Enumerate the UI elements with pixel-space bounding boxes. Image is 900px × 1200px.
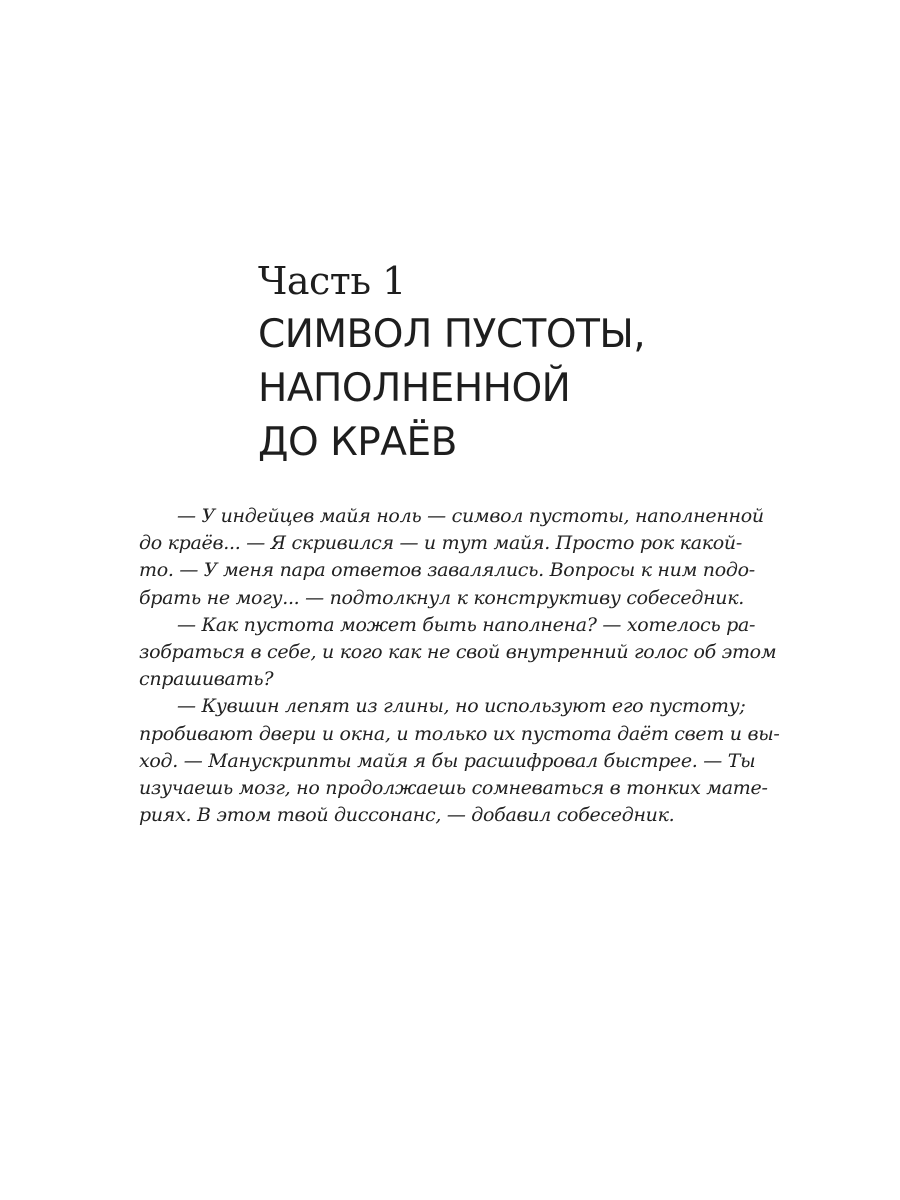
text-line: пробивают двери и окна, и только их пустота даёт свет и вы- (139, 722, 780, 745)
text-line: зобраться в себе, и кого как не свой внутренний голос об этом (139, 641, 777, 664)
text-line: спрашивать? (139, 668, 274, 691)
chapter-title-line-2: НАПОЛНЕННОЙ (258, 366, 571, 411)
text-line: брать не могу... — подтолкнул к конструктиву собеседник. (139, 586, 745, 609)
chapter-title-line-1: СИМВОЛ ПУСТОТЫ, (258, 312, 646, 357)
text-line: — У индейцев майя ноль — символ пустоты, наполненной (177, 505, 764, 527)
text-line: то. — У меня пара ответов завалялись. Вопросы к ним подо- (139, 559, 755, 582)
text-line: — Как пустота может быть наполнена? — хотелось ра- (177, 613, 756, 636)
chapter-heading (258, 254, 818, 470)
text-line: ход. — Манускрипты майя я бы расшифровал быстрее. — Ты (139, 749, 756, 772)
text-line: изучаешь мозг, но продолжаешь сомневаться в тонких мате- (139, 777, 768, 800)
text-line: до краёв... — Я скривился — и тут майя. Просто рок какой- (139, 532, 742, 555)
text-line: — Кувшин лепят из глины, но используют его пустоту; (177, 695, 746, 718)
text-line: риях. В этом твой диссонанс, — добавил собеседник. (139, 804, 675, 827)
body-text (139, 503, 780, 829)
part-label: Часть 1 (258, 259, 406, 303)
chapter-title-line-3: ДО КРАЁВ (258, 420, 457, 465)
